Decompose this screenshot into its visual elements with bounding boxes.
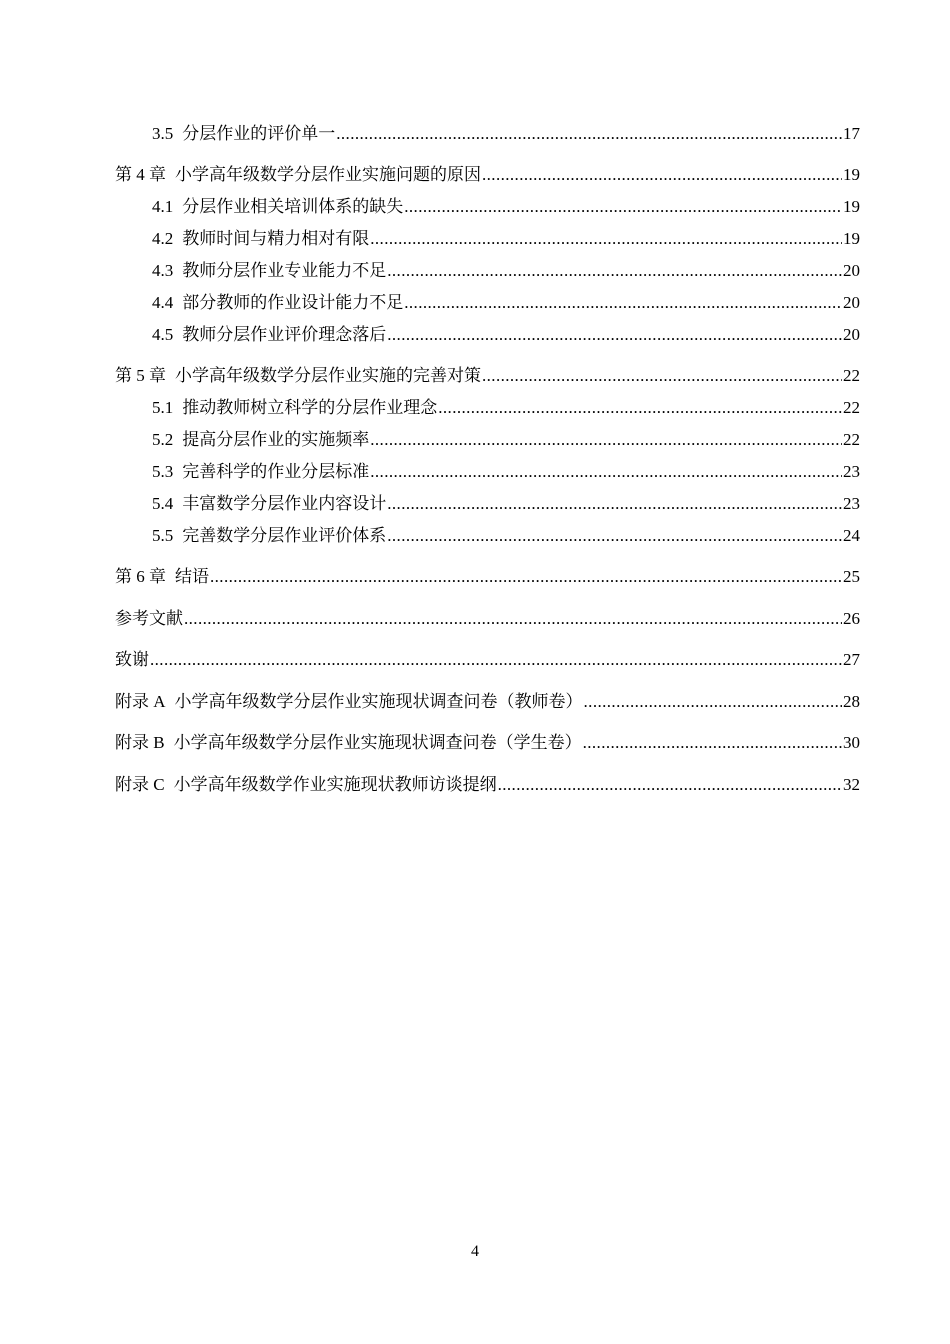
toc-entry-page: 20 xyxy=(843,293,860,312)
toc-entry-number: 第 6 章 xyxy=(115,567,166,586)
toc-leader-dots xyxy=(482,165,842,185)
toc-leader-dots xyxy=(404,293,842,313)
toc-leader-dots xyxy=(150,650,842,670)
toc-entry-title: 小学高年级数学分层作业实施现状调查问卷（教师卷） xyxy=(174,692,583,711)
toc-entry-number: 第 5 章 xyxy=(115,366,166,385)
toc-leader-dots xyxy=(370,462,842,482)
toc-entry[interactable] xyxy=(152,458,860,482)
toc-leader-dots xyxy=(210,567,842,587)
toc-entry-page: 23 xyxy=(843,462,860,481)
toc-entry-chapter[interactable] xyxy=(115,362,860,386)
toc-entry-page: 20 xyxy=(843,261,860,280)
toc-entry-title: 教师分层作业专业能力不足 xyxy=(182,261,387,280)
toc-entry-page: 28 xyxy=(843,692,860,711)
toc-leader-dots xyxy=(387,494,842,514)
toc-leader-dots xyxy=(583,733,842,753)
toc-leader-dots xyxy=(336,124,842,144)
toc-entry-number: 4.2 xyxy=(152,229,174,248)
toc-entry-title: 小学高年级数学分层作业实施现状调查问卷（学生卷） xyxy=(173,733,582,752)
toc-entry-number: 4.4 xyxy=(152,293,174,312)
toc-entry-title: 分层作业相关培训体系的缺失 xyxy=(182,197,404,216)
toc-entry-number: 5.1 xyxy=(152,398,174,417)
toc-leader-dots xyxy=(387,526,842,546)
toc-entry-page: 19 xyxy=(843,197,860,216)
toc-entry-page: 19 xyxy=(843,165,860,184)
toc-entry[interactable] xyxy=(152,289,860,313)
toc-entry-page: 24 xyxy=(843,526,860,545)
toc-leader-dots xyxy=(584,692,842,712)
toc-leader-dots xyxy=(482,366,842,386)
toc-entry-title: 部分教师的作业设计能力不足 xyxy=(182,293,404,312)
toc-entry-references[interactable] xyxy=(115,605,860,629)
toc-entry-number: 5.2 xyxy=(152,430,174,449)
page-number: 4 xyxy=(471,1243,479,1260)
toc-entry-number: 附录 C xyxy=(115,775,165,794)
toc-entry-title: 小学高年级数学作业实施现状教师访谈提纲 xyxy=(173,775,497,794)
toc-entry[interactable] xyxy=(152,321,860,345)
toc-entry-title: 结语 xyxy=(175,567,209,586)
toc-entry-title: 分层作业的评价单一 xyxy=(182,124,336,143)
toc-entry-title: 致谢 xyxy=(115,650,149,669)
toc-entry[interactable] xyxy=(152,225,860,249)
toc-entry[interactable] xyxy=(152,257,860,281)
toc-leader-dots xyxy=(370,430,842,450)
toc-entry-chapter[interactable] xyxy=(115,563,860,587)
toc-entry-title: 提高分层作业的实施频率 xyxy=(182,430,370,449)
toc-leader-dots xyxy=(404,197,842,217)
toc-leader-dots xyxy=(387,261,842,281)
toc-entry-appendix-b[interactable] xyxy=(115,729,860,753)
toc-entry-number: 4.3 xyxy=(152,261,174,280)
toc-entry[interactable] xyxy=(152,394,860,418)
toc-entry[interactable] xyxy=(152,490,860,514)
toc-leader-dots xyxy=(370,229,842,249)
toc-leader-dots xyxy=(387,325,842,345)
toc-entry-title: 教师时间与精力相对有限 xyxy=(182,229,370,248)
toc-entry-page: 22 xyxy=(843,398,860,417)
toc-entry-page: 26 xyxy=(843,609,860,628)
toc-entry-page: 17 xyxy=(843,124,860,143)
toc-entry[interactable] xyxy=(152,120,860,144)
toc-entry-title: 推动教师树立科学的分层作业理念 xyxy=(182,398,438,417)
toc-entry-page: 22 xyxy=(843,430,860,449)
toc-entry-number: 第 4 章 xyxy=(115,165,166,184)
toc-entry-title: 丰富数学分层作业内容设计 xyxy=(182,494,387,513)
toc-entry[interactable] xyxy=(152,522,860,546)
toc-entry[interactable] xyxy=(152,193,860,217)
toc-entry-number: 5.4 xyxy=(152,494,174,513)
toc-entry-number: 4.1 xyxy=(152,197,174,216)
toc-entry-title: 完善数学分层作业评价体系 xyxy=(182,526,387,545)
toc-entry[interactable] xyxy=(152,426,860,450)
toc-entry-page: 25 xyxy=(843,567,860,586)
toc-entry-number: 4.5 xyxy=(152,325,174,344)
toc-entry-page: 23 xyxy=(843,494,860,513)
toc-leader-dots xyxy=(498,775,842,795)
toc-entry-page: 32 xyxy=(843,775,860,794)
toc-entry-title: 小学高年级数学分层作业实施问题的原因 xyxy=(175,165,481,184)
toc-entry-page: 19 xyxy=(843,229,860,248)
toc-entry-number: 附录 A xyxy=(115,692,166,711)
toc-entry-number: 5.3 xyxy=(152,462,174,481)
toc-leader-dots xyxy=(184,609,842,629)
toc-entry-title: 完善科学的作业分层标准 xyxy=(182,462,370,481)
toc-entry-acknowledgements[interactable] xyxy=(115,646,860,670)
toc-entry-title: 教师分层作业评价理念落后 xyxy=(182,325,387,344)
toc-entry-page: 20 xyxy=(843,325,860,344)
toc-entry-chapter[interactable] xyxy=(115,161,860,185)
toc-entry-page: 30 xyxy=(843,733,860,752)
toc-entry-page: 27 xyxy=(843,650,860,669)
toc-leader-dots xyxy=(438,398,842,418)
toc-entry-number: 5.5 xyxy=(152,526,174,545)
toc-entry-number: 附录 B xyxy=(115,733,165,752)
toc-entry-number: 3.5 xyxy=(152,124,174,143)
toc-entry-appendix-a[interactable] xyxy=(115,688,860,712)
toc-entry-appendix-c[interactable] xyxy=(115,771,860,795)
toc-entry-page: 22 xyxy=(843,366,860,385)
toc-entry-title: 参考文献 xyxy=(115,609,183,628)
toc-entry-title: 小学高年级数学分层作业实施的完善对策 xyxy=(175,366,481,385)
